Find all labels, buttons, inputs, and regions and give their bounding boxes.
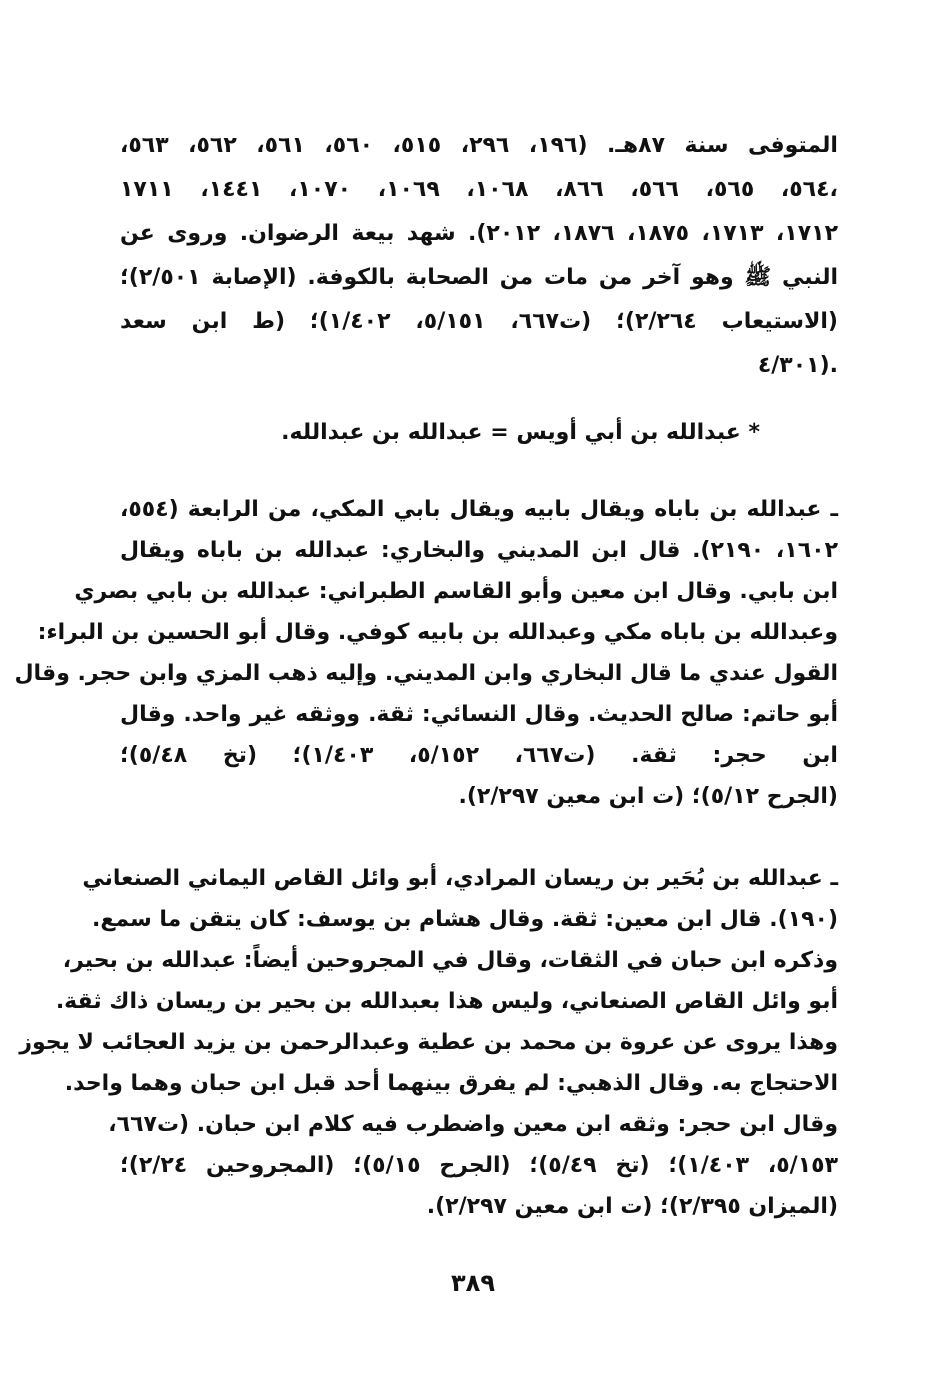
text-line: ١٧١٢، ١٧١٣، ١٨٧٥، ١٨٧٦، ٢٠١٢). شهد بيعة الرضوان. وروى عن xyxy=(120,221,838,246)
text-line: وقال ابن حجر: وثقه ابن معين واضطرب فيه كلام ابن حبان. (ت٦٦٧، xyxy=(108,1112,838,1137)
text-line: وعبدالله بن باباه مكي وعبدالله بن بابيه كوفي. وقال أبو الحسين بن البراء: xyxy=(37,620,838,645)
cross-reference-heading: * عبدالله بن أبي أويس = عبدالله بن عبدالله. xyxy=(281,420,760,445)
text-line: الاحتجاج به. وقال الذهبي: لم يفرق بينهما أحد قبل ابن حبان وهما واحد. xyxy=(64,1071,838,1096)
text-line: (الاستيعاب ٢/٢٦٤)؛ (ت٦٦٧، ٥/١٥١، ١/٤٠٢)؛ (ط ابن سعد xyxy=(120,309,838,334)
text-line: وهذا يروى عن عروة بن محمد بن عطية وعبدالرحمن بن يزيد العجائب لا يجوز xyxy=(19,1030,838,1055)
text-line: ابن بابي. وقال ابن معين وأبو القاسم الطبراني: عبدالله بن بابي بصري xyxy=(74,579,838,604)
text-line: (الميزان ٢/٣٩٥)؛ (ت ابن معين ٢/٢٩٧). xyxy=(426,1194,838,1219)
text-line: ٤/٣٠١). xyxy=(757,353,838,378)
text-line: ـ عبدالله بن باباه ويقال بابيه ويقال بابي المكي، من الرابعة (٥٥٤، xyxy=(120,497,838,522)
text-line: (١٩٠). قال ابن معين: ثقة. وقال هشام بن يوسف: كان يتقن ما سمع. xyxy=(91,907,838,932)
text-line: القول عندي ما قال البخاري وابن المديني. وإليه ذهب المزي وابن حجر. وقال xyxy=(14,661,838,686)
text-line: أبو حاتم: صالح الحديث. وقال النسائي: ثقة. ووثقه غير واحد. وقال xyxy=(120,702,838,727)
page-number: ٣٨٩ xyxy=(451,1269,495,1297)
text-line: ـ عبدالله بن بُحَير بن ريسان المرادي، أبو وائل القاص اليماني الصنعاني xyxy=(82,866,838,891)
text-line: (الجرح ٥/١٢)؛ (ت ابن معين ٢/٢٩٧). xyxy=(458,784,838,809)
text-line: النبي ﷺ وهو آخر من مات من الصحابة بالكوفة. (الإصابة ٢/٥٠١)؛ xyxy=(120,265,838,290)
text-line: ٥٦٤، ٥٦٥، ٥٦٦، ٨٦٦، ١٠٦٨، ١٠٦٩، ١٠٧٠، ١٤٤١، ١٧١١، xyxy=(120,177,838,202)
text-line: المتوفى سنة ٨٧هـ. (١٩٦، ٢٩٦، ٥١٥، ٥٦٠، ٥٦١، ٥٦٢، ٥٦٣، xyxy=(120,133,838,158)
text-line: أبو وائل القاص الصنعاني، وليس هذا بعبدالله بن بحير بن ريسان ذاك ثقة. xyxy=(55,989,838,1014)
text-line: ١٦٠٢، ٢١٩٠). قال ابن المديني والبخاري: عبدالله بن باباه ويقال xyxy=(120,538,838,563)
text-line: ٥/١٥٣، ١/٤٠٣)؛ (تخ ٥/٤٩)؛ (الجرح ٥/١٥)؛ (المجروحين ٢/٢٤)؛ xyxy=(120,1153,838,1178)
text-line: ابن حجر: ثقة. (ت٦٦٧، ٥/١٥٢، ١/٤٠٣)؛ (تخ ٥/٤٨)؛ xyxy=(120,743,838,768)
text-line: وذكره ابن حبان في الثقات، وقال في المجروحين أيضاً: عبدالله بن بحير، xyxy=(62,948,838,973)
